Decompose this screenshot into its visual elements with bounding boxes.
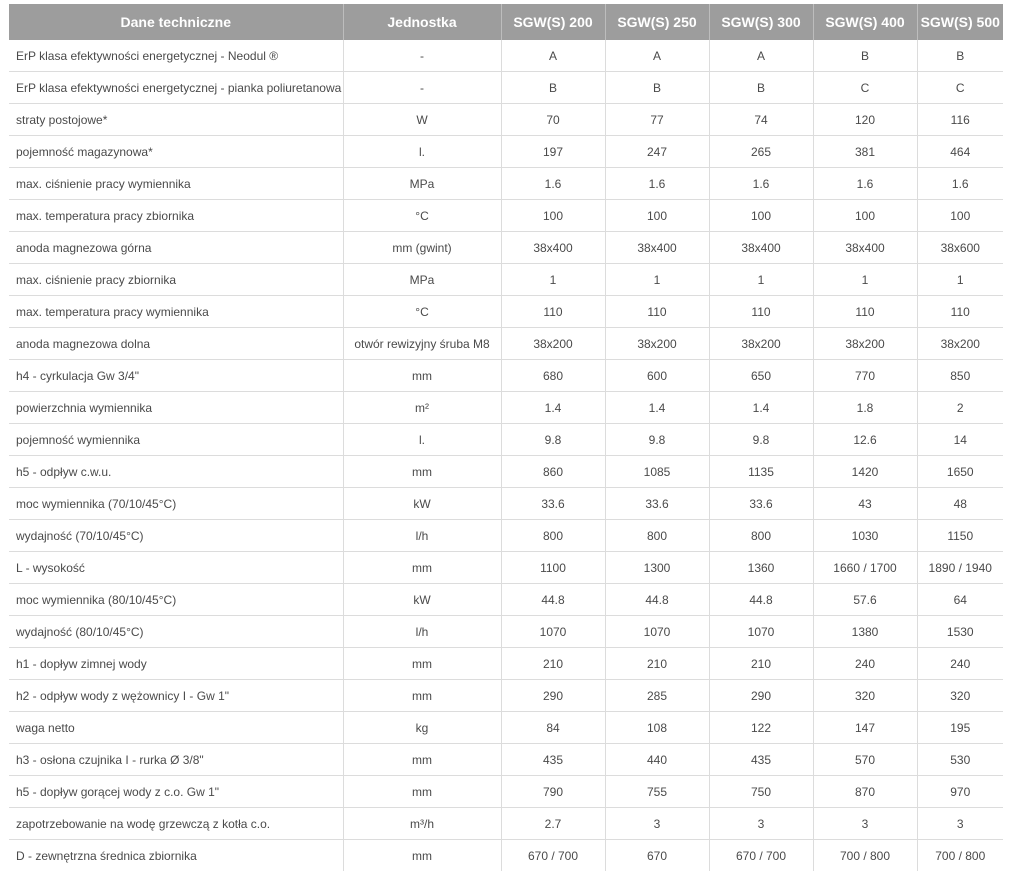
value-cell-400: 1.6	[813, 168, 917, 200]
value-cell-250: 3	[605, 808, 709, 840]
value-cell-250: 38x200	[605, 328, 709, 360]
unit-cell: kW	[343, 488, 501, 520]
value-cell-400: 43	[813, 488, 917, 520]
value-cell-500: 100	[917, 200, 1003, 232]
value-cell-500: 195	[917, 712, 1003, 744]
value-cell-500: 850	[917, 360, 1003, 392]
table-row	[9, 136, 1003, 168]
value-cell-400: 1420	[813, 456, 917, 488]
value-cell-200: 1.4	[501, 392, 605, 424]
value-cell-250: 38x400	[605, 232, 709, 264]
header-model-300: SGW(S) 300	[709, 4, 813, 40]
value-cell-500: 1	[917, 264, 1003, 296]
table-row	[9, 776, 1003, 808]
table-body	[9, 40, 1003, 871]
value-cell-500: 38x200	[917, 328, 1003, 360]
value-cell-400: 1660 / 1700	[813, 552, 917, 584]
value-cell-250: 77	[605, 104, 709, 136]
unit-cell: otwór rewizyjny śruba M8	[343, 328, 501, 360]
value-cell-300: 435	[709, 744, 813, 776]
parameter-cell: max. ciśnienie pracy wymiennika	[9, 168, 343, 200]
table-header-row	[9, 4, 1003, 40]
value-cell-200: 290	[501, 680, 605, 712]
parameter-cell: h3 - osłona czujnika I - rurka Ø 3/8"	[9, 744, 343, 776]
value-cell-300: 110	[709, 296, 813, 328]
header-unit: Jednostka	[343, 4, 501, 40]
value-cell-400: 38x400	[813, 232, 917, 264]
value-cell-500: 1.6	[917, 168, 1003, 200]
unit-cell: MPa	[343, 264, 501, 296]
parameter-cell: wydajność (80/10/45°C)	[9, 616, 343, 648]
value-cell-250: 108	[605, 712, 709, 744]
value-cell-200: 33.6	[501, 488, 605, 520]
parameter-cell: L - wysokość	[9, 552, 343, 584]
value-cell-300: 1.4	[709, 392, 813, 424]
table-row	[9, 808, 1003, 840]
unit-cell: kg	[343, 712, 501, 744]
parameter-cell: max. ciśnienie pracy zbiornika	[9, 264, 343, 296]
value-cell-400: 1	[813, 264, 917, 296]
value-cell-500: 1890 / 1940	[917, 552, 1003, 584]
value-cell-300: 9.8	[709, 424, 813, 456]
value-cell-300: 1	[709, 264, 813, 296]
unit-cell: MPa	[343, 168, 501, 200]
value-cell-200: 1	[501, 264, 605, 296]
unit-cell: W	[343, 104, 501, 136]
parameter-cell: h4 - cyrkulacja Gw 3/4"	[9, 360, 343, 392]
unit-cell: l/h	[343, 520, 501, 552]
table-row	[9, 744, 1003, 776]
value-cell-300: 670 / 700	[709, 840, 813, 872]
value-cell-300: 100	[709, 200, 813, 232]
value-cell-400: 147	[813, 712, 917, 744]
value-cell-250: 1	[605, 264, 709, 296]
value-cell-400: 38x200	[813, 328, 917, 360]
value-cell-250: 44.8	[605, 584, 709, 616]
value-cell-300: 750	[709, 776, 813, 808]
value-cell-200: 2.7	[501, 808, 605, 840]
parameter-cell: pojemność wymiennika	[9, 424, 343, 456]
value-cell-300: B	[709, 72, 813, 104]
value-cell-300: 3	[709, 808, 813, 840]
table-row	[9, 360, 1003, 392]
parameter-cell: h5 - dopływ gorącej wody z c.o. Gw 1"	[9, 776, 343, 808]
value-cell-500: 14	[917, 424, 1003, 456]
value-cell-200: 800	[501, 520, 605, 552]
value-cell-500: 464	[917, 136, 1003, 168]
value-cell-250: 670	[605, 840, 709, 872]
value-cell-300: 1135	[709, 456, 813, 488]
table-row	[9, 840, 1003, 872]
value-cell-250: 110	[605, 296, 709, 328]
value-cell-500: 116	[917, 104, 1003, 136]
unit-cell: mm (gwint)	[343, 232, 501, 264]
table-row	[9, 296, 1003, 328]
unit-cell: °C	[343, 296, 501, 328]
value-cell-300: 800	[709, 520, 813, 552]
value-cell-200: 210	[501, 648, 605, 680]
value-cell-250: 440	[605, 744, 709, 776]
value-cell-200: A	[501, 40, 605, 72]
table-row	[9, 584, 1003, 616]
value-cell-500: 530	[917, 744, 1003, 776]
value-cell-500: 2	[917, 392, 1003, 424]
value-cell-400: 770	[813, 360, 917, 392]
value-cell-400: 1380	[813, 616, 917, 648]
parameter-cell: straty postojowe*	[9, 104, 343, 136]
value-cell-250: 1085	[605, 456, 709, 488]
value-cell-400: 570	[813, 744, 917, 776]
value-cell-300: A	[709, 40, 813, 72]
value-cell-300: 74	[709, 104, 813, 136]
parameter-cell: D - zewnętrzna średnica zbiornika	[16, 848, 197, 863]
value-cell-250: 1300	[605, 552, 709, 584]
value-cell-400: 3	[813, 808, 917, 840]
parameter-cell: pojemność magazynowa*	[9, 136, 343, 168]
value-cell-250: 755	[605, 776, 709, 808]
value-cell-500: 970	[917, 776, 1003, 808]
value-cell-250: A	[605, 40, 709, 72]
unit-cell: °C	[343, 200, 501, 232]
value-cell-200: 84	[501, 712, 605, 744]
value-cell-500: 320	[917, 680, 1003, 712]
value-cell-250: 33.6	[605, 488, 709, 520]
unit-cell: kW	[343, 584, 501, 616]
value-cell-300: 122	[709, 712, 813, 744]
value-cell-400: 381	[813, 136, 917, 168]
value-cell-200: 9.8	[501, 424, 605, 456]
value-cell-500: 240	[917, 648, 1003, 680]
value-cell-500: 110	[917, 296, 1003, 328]
value-cell-500: C	[917, 72, 1003, 104]
value-cell-300: 210	[709, 648, 813, 680]
value-cell-200: 1070	[501, 616, 605, 648]
table-row	[9, 392, 1003, 424]
parameter-cell: powierzchnia wymiennika	[9, 392, 343, 424]
unit-cell: mm	[343, 776, 501, 808]
value-cell-200: 38x200	[501, 328, 605, 360]
value-cell-500: 1150	[917, 520, 1003, 552]
value-cell-400: 240	[813, 648, 917, 680]
parameter-cell: ErP klasa efektywności energetycznej - Neodul ®	[9, 40, 343, 72]
value-cell-500: 1650	[917, 456, 1003, 488]
table-row	[9, 40, 1003, 72]
unit-cell: mm	[343, 680, 501, 712]
value-cell-200: 70	[501, 104, 605, 136]
unit-cell: mm	[343, 552, 501, 584]
unit-cell: m²	[343, 392, 501, 424]
technical-data-table	[9, 4, 1003, 871]
value-cell-300: 33.6	[709, 488, 813, 520]
value-cell-250: 100	[605, 200, 709, 232]
value-cell-400: 320	[813, 680, 917, 712]
value-cell-500: 64	[917, 584, 1003, 616]
unit-cell: mm	[343, 360, 501, 392]
value-cell-200: 680	[501, 360, 605, 392]
value-cell-200: 197	[501, 136, 605, 168]
table-row	[9, 168, 1003, 200]
value-cell-250: 800	[605, 520, 709, 552]
header-model-250: SGW(S) 250	[605, 4, 709, 40]
value-cell-200: 435	[501, 744, 605, 776]
table-row	[9, 72, 1003, 104]
value-cell-200: 670 / 700	[501, 840, 605, 872]
header-technical-data: Dane techniczne	[9, 4, 343, 40]
value-cell-500: 48	[917, 488, 1003, 520]
parameter-cell: max. temperatura pracy wymiennika	[9, 296, 343, 328]
value-cell-300: 265	[709, 136, 813, 168]
table-row	[9, 680, 1003, 712]
value-cell-250: 9.8	[605, 424, 709, 456]
unit-cell: mm	[343, 744, 501, 776]
value-cell-400: 57.6	[813, 584, 917, 616]
value-cell-200: 110	[501, 296, 605, 328]
value-cell-250: 1.6	[605, 168, 709, 200]
value-cell-250: B	[605, 72, 709, 104]
value-cell-250: 285	[605, 680, 709, 712]
table-row	[9, 232, 1003, 264]
table-row	[9, 264, 1003, 296]
value-cell-200: 860	[501, 456, 605, 488]
table-row	[9, 104, 1003, 136]
parameter-cell: waga netto	[9, 712, 343, 744]
value-cell-300: 38x200	[709, 328, 813, 360]
value-cell-400: B	[813, 40, 917, 72]
header-model-500: SGW(S) 500	[917, 4, 1003, 40]
value-cell-400: 870	[813, 776, 917, 808]
value-cell-300: 650	[709, 360, 813, 392]
value-cell-250: 1070	[605, 616, 709, 648]
parameter-cell: wydajność (70/10/45°C)	[9, 520, 343, 552]
value-cell-250: 210	[605, 648, 709, 680]
value-cell-500: B	[917, 40, 1003, 72]
value-cell-500: 1530	[917, 616, 1003, 648]
unit-cell: mm	[343, 648, 501, 680]
value-cell-400: C	[813, 72, 917, 104]
table-row	[9, 328, 1003, 360]
value-cell-400: 12.6	[813, 424, 917, 456]
unit-cell: l.	[343, 136, 501, 168]
parameter-cell: max. temperatura pracy zbiornika	[9, 200, 343, 232]
unit-cell: mm	[343, 456, 501, 488]
parameter-cell: h5 - odpływ c.w.u.	[9, 456, 343, 488]
table-row	[9, 520, 1003, 552]
value-cell-250: 600	[605, 360, 709, 392]
unit-cell: l.	[343, 424, 501, 456]
value-cell-250: 1.4	[605, 392, 709, 424]
value-cell-200: 1.6	[501, 168, 605, 200]
parameter-cell: moc wymiennika (80/10/45°C)	[9, 584, 343, 616]
table-row	[9, 488, 1003, 520]
unit-cell: mm	[343, 840, 501, 872]
unit-cell: m³/h	[343, 808, 501, 840]
parameter-cell: anoda magnezowa dolna	[9, 328, 343, 360]
value-cell-250: 247	[605, 136, 709, 168]
value-cell-200: 100	[501, 200, 605, 232]
value-cell-300: 1.6	[709, 168, 813, 200]
value-cell-200: 38x400	[501, 232, 605, 264]
value-cell-300: 1070	[709, 616, 813, 648]
table-row	[9, 616, 1003, 648]
header-model-200: SGW(S) 200	[501, 4, 605, 40]
value-cell-300: 44.8	[709, 584, 813, 616]
value-cell-400: 110	[813, 296, 917, 328]
value-cell-500: 700 / 800	[917, 840, 1003, 872]
value-cell-200: 790	[501, 776, 605, 808]
value-cell-400: 1030	[813, 520, 917, 552]
value-cell-300: 290	[709, 680, 813, 712]
unit-cell: l/h	[343, 616, 501, 648]
unit-cell: -	[343, 40, 501, 72]
value-cell-200: 44.8	[501, 584, 605, 616]
table-row	[9, 552, 1003, 584]
table-row	[9, 200, 1003, 232]
header-model-400: SGW(S) 400	[813, 4, 917, 40]
value-cell-400: 100	[813, 200, 917, 232]
value-cell-200: 1100	[501, 552, 605, 584]
value-cell-500: 38x600	[917, 232, 1003, 264]
value-cell-400: 1.8	[813, 392, 917, 424]
value-cell-500: 3	[917, 808, 1003, 840]
table-row	[9, 648, 1003, 680]
value-cell-400: 700 / 800	[813, 840, 917, 872]
table-row	[9, 424, 1003, 456]
parameter-cell: zapotrzebowanie na wodę grzewczą z kotła c.o.	[9, 808, 343, 840]
parameter-cell: h2 - odpływ wody z wężownicy I - Gw 1"	[9, 680, 343, 712]
value-cell-200: B	[501, 72, 605, 104]
parameter-cell: h1 - dopływ zimnej wody	[9, 648, 343, 680]
table-row	[9, 712, 1003, 744]
table-row	[9, 456, 1003, 488]
parameter-cell: ErP klasa efektywności energetycznej - pianka poliuretanowa	[9, 72, 343, 104]
value-cell-300: 38x400	[709, 232, 813, 264]
unit-cell: -	[343, 72, 501, 104]
value-cell-400: 120	[813, 104, 917, 136]
parameter-cell: moc wymiennika (70/10/45°C)	[9, 488, 343, 520]
spec-table-container	[9, 4, 1003, 871]
value-cell-300: 1360	[709, 552, 813, 584]
parameter-cell: anoda magnezowa górna	[9, 232, 343, 264]
